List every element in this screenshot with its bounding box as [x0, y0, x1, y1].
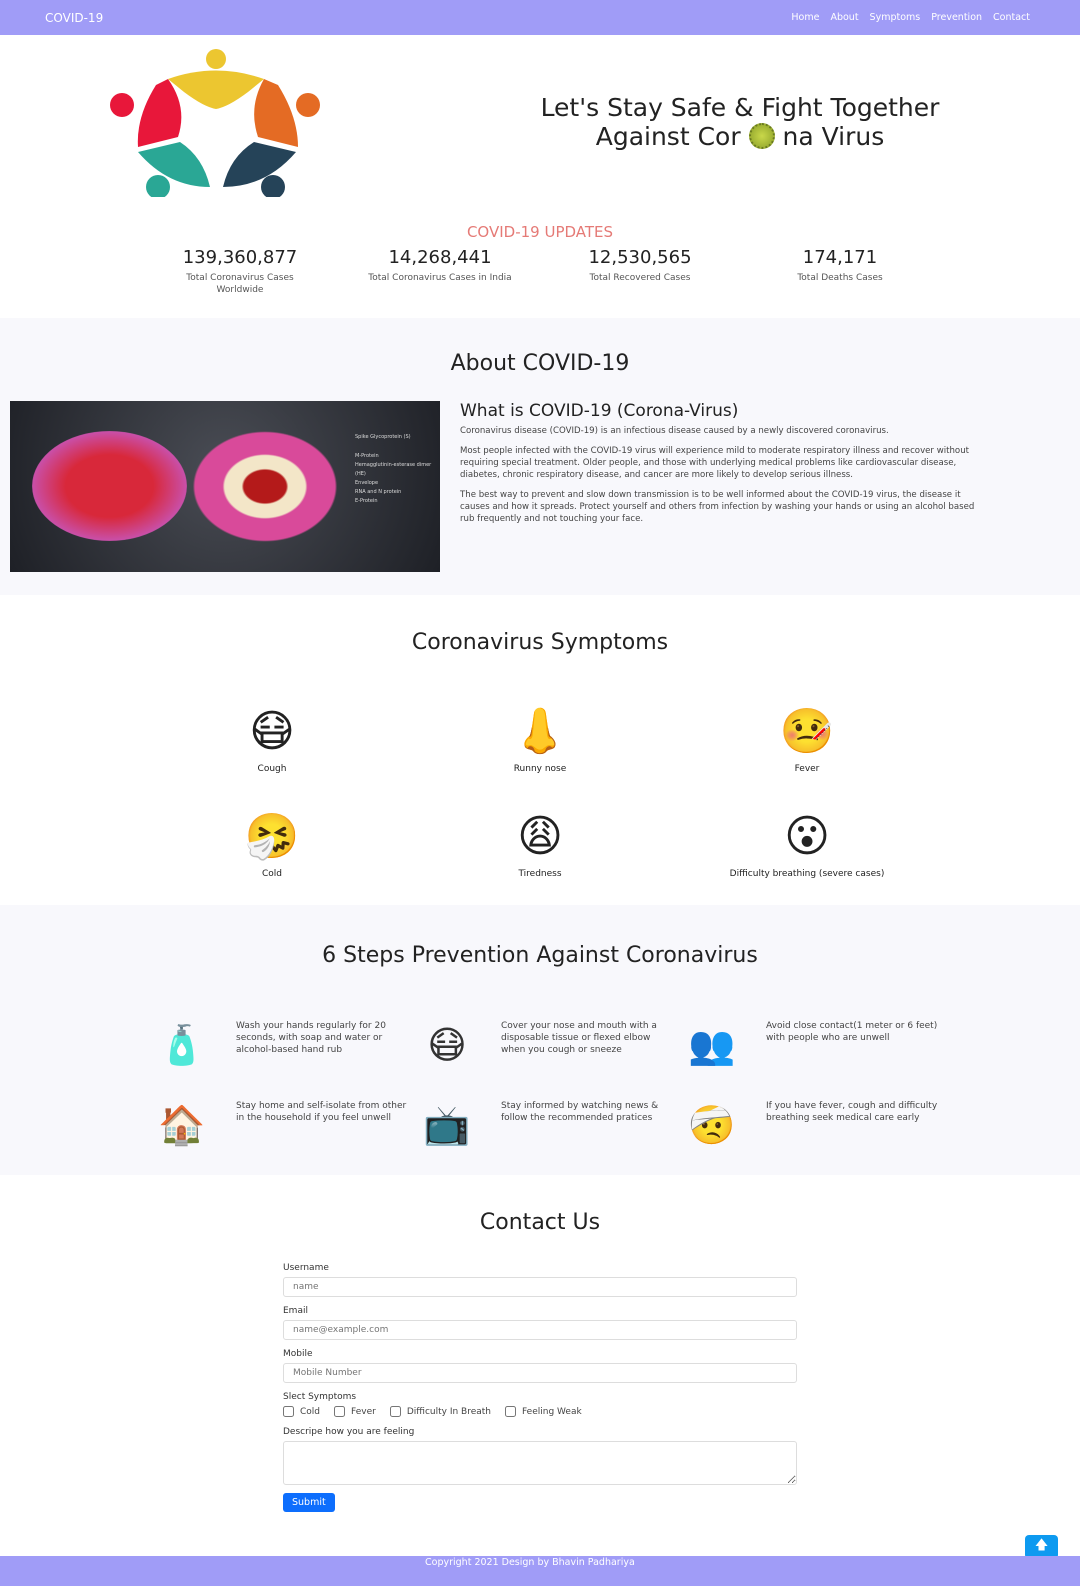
- cold-icon: 🤧: [244, 811, 300, 862]
- about-subheading: What is COVID-19 (Corona-Virus): [460, 401, 739, 421]
- symptom-cough: 😷 Cough: [172, 700, 372, 774]
- mobile-input[interactable]: [283, 1363, 797, 1383]
- navbar: [0, 0, 1080, 35]
- about-heading: About COVID-19: [450, 351, 630, 376]
- username-input[interactable]: [283, 1277, 797, 1297]
- nav-contact[interactable]: Contact: [993, 12, 1030, 23]
- updates-heading: COVID-19 UPDATES: [466, 223, 614, 241]
- stat-india: 14,268,441 Total Coronavirus Cases in India: [368, 247, 512, 283]
- breathing-icon: 😮: [784, 810, 830, 862]
- nav-prevention[interactable]: Prevention: [931, 12, 983, 23]
- checkbox-feeling-weak[interactable]: [505, 1406, 516, 1417]
- feeling-textarea[interactable]: [283, 1441, 797, 1485]
- live-tv-icon: 📺: [423, 1102, 471, 1147]
- prevention-section: [0, 905, 1080, 1175]
- tired-icon: 😩: [517, 810, 563, 862]
- hero: [0, 35, 1080, 215]
- checkbox-fever[interactable]: [334, 1406, 345, 1417]
- hand-wash-icon: 🧴: [158, 1022, 206, 1067]
- symptom-cold: 🤧 Cold: [172, 805, 372, 879]
- contact-form: Username name Email name@example.com Mobile Mobile Number Slect Symptoms Cold Fever Difficulty In Breath Feeling Weak Descripe how you are feeling Submit: [283, 1263, 797, 1512]
- stat-deaths: 174,171 Total Deaths Cases: [797, 247, 883, 283]
- symptom-runny-nose: 👃 Runny nose: [440, 700, 640, 774]
- prevention-item: 👥 Avoid close contact(1 meter or 6 feet) with people who are unwell: [680, 1020, 940, 1070]
- stat-recovered: 12,530,565 Total Recovered Cases: [588, 247, 692, 283]
- footer: Copyright 2021 Design by Bhavin Padhariya: [0, 1556, 1080, 1586]
- mask-icon: 😷: [427, 1023, 467, 1067]
- symptom-fever: 🤒 Fever: [707, 700, 907, 774]
- email-input[interactable]: [283, 1320, 797, 1340]
- prevention-item: 📺 Stay informed by watching news & follow the recommended pratices: [415, 1100, 675, 1150]
- symptom-breathing: 😮 Difficulty breathing (severe cases): [707, 805, 907, 879]
- nav-home[interactable]: Home: [791, 12, 820, 23]
- prevention-item: 😷 Cover your nose and mouth with a disposable tissue or flexed elbow when you cough or sneeze: [415, 1020, 675, 1070]
- contact-section: [0, 1175, 1080, 1556]
- symptom-tiredness: 😩 Tiredness: [440, 805, 640, 879]
- cough-icon: 😷: [249, 705, 295, 757]
- fever-icon: 🤒: [779, 706, 835, 757]
- arrow-up-icon: 🡅: [1034, 1538, 1049, 1553]
- nose-icon: 👃: [512, 706, 568, 757]
- home-icon: 🏠: [158, 1102, 206, 1147]
- symptoms-heading: Coronavirus Symptoms: [411, 630, 669, 655]
- virus-icon: [749, 123, 775, 149]
- nav-symptoms[interactable]: Symptoms: [869, 12, 921, 23]
- brand-link[interactable]: COVID-19: [45, 10, 104, 25]
- contact-heading: Contact Us: [479, 1210, 601, 1235]
- prevention-item: 🤕 If you have fever, cough and difficulty breathing seek medical care early: [680, 1100, 940, 1150]
- stat-worldwide: 139,360,877 Total Coronavirus Cases Worldwide: [182, 247, 298, 295]
- coronavirus-image: Spike Glycoprotein (S) M-Protein Hemagglutinin-esterase dimer (HE) Envelope RNA and N protein E-Protein: [10, 401, 440, 572]
- checkbox-cold[interactable]: [283, 1406, 294, 1417]
- about-section: About COVID-19 Spike Glycoprotein (S) M-Protein Hemagglutinin-esterase dimer (HE) Envelope RNA and N protein E-Protein What is COVID-19 (Corona-Virus) Coronavirus disease (COVID-19) is an infectious disease caused by a newly discovered coronavirus. Most people infected with the COVID-19 virus will experience mild to moderate respiratory illness and recover without requiring special treatment. Older people, and those with underlying medical problems like cardiovascular disease, diabetes, chronic respiratory disease, and cancer are more likely to develop serious illness. The best way to prevent and slow down transmission is to be well informed about the COVID-19 virus, the disease it causes and how it spreads. Protect yourself and others from infection by washing your hands or using an alcohol based rub frequently and not touching your face.: [0, 318, 1080, 595]
- updates-section: [0, 215, 1080, 318]
- prevention-item: 🏠 Stay home and self-isolate from other in the household if you feel unwell: [150, 1100, 410, 1150]
- submit-button[interactable]: Submit: [283, 1493, 335, 1512]
- prevention-heading: 6 Steps Prevention Against Coronavirus: [322, 943, 758, 968]
- checkbox-difficulty-breath[interactable]: [390, 1406, 401, 1417]
- people-circle-logo: [108, 47, 326, 197]
- distance-icon: 👥: [688, 1022, 736, 1067]
- sick-person-icon: 🤕: [688, 1102, 736, 1147]
- hero-title: Let's Stay Safe & Fight Together Against Cor na Virus: [540, 93, 940, 151]
- prevention-item: 🧴 Wash your hands regularly for 20 seconds, with soap and water or alcohol-based hand rub: [150, 1020, 410, 1070]
- nav-about[interactable]: About: [830, 12, 859, 23]
- symptoms-section: [0, 595, 1080, 905]
